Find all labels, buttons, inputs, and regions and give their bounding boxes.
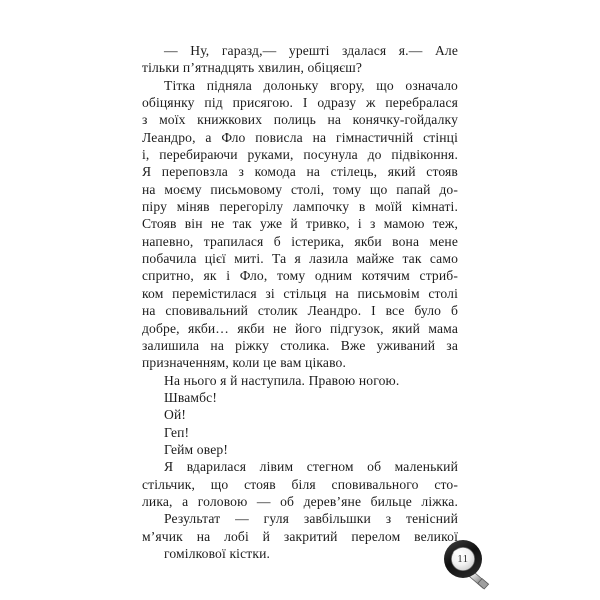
magnifier-icon (434, 536, 504, 592)
text-line: добре, якби… якби не його підгузок, який мама (142, 320, 458, 336)
paragraph (142, 424, 458, 441)
paragraph (142, 389, 458, 406)
magnifier-highlight (453, 550, 461, 555)
text-line: стільчик, що стояв біля сповивального сто- (142, 476, 458, 492)
page-number-ornament (434, 536, 504, 592)
text-line: На нього я й наступила. Правою ногою. (164, 372, 400, 388)
paragraph (142, 458, 458, 510)
text-line: на моєму письмовому столі, тому що папай до- (142, 181, 458, 197)
paragraph (142, 77, 458, 372)
text-line: на сповивальний столик Леандро. І все було б (142, 303, 458, 319)
text-line: з моїх книжкових полиць на конячку-гойдалку (142, 112, 458, 128)
text-line: лика, а головою — об дерев’яне бильце ліжка. (142, 493, 458, 509)
text-line: призначенням, коли це вам цікаво. (142, 355, 347, 371)
text-line: обіцянку під присягою. І одразу ж перебралася (142, 95, 458, 111)
text-line: піру міняв перегорілу лампочку в моїй кімнаті. (142, 199, 458, 215)
text-line: Я вдарилася лівим стегном об маленький (164, 459, 458, 475)
text-line: гомілкової кістки. (164, 545, 271, 561)
text-line: Швамбс! (164, 389, 218, 405)
paragraph (142, 406, 458, 423)
text-line: Стояв він не так уже й тривко, і з мамою теж, (142, 216, 458, 232)
text-line: і, перебираючи руками, посунула до підвіконня. (142, 147, 458, 163)
text-line: Гейм овер! (164, 441, 228, 457)
text-line: тільки п’ятнадцять хвилин, обіцяєш? (142, 60, 362, 76)
text-line: напевно, трапилася б істерика, якби вона мене (142, 233, 458, 249)
text-line: побачила цієї миті. Та я лазила майже так само (142, 251, 458, 267)
text-line: Ой! (164, 407, 187, 423)
text-line: Я переповзла з комода на стілець, який стояв (142, 164, 458, 180)
paragraph (142, 372, 458, 389)
page-text-column (142, 42, 458, 562)
text-line: залишила на ріжку столика. Вже уживаний за (142, 337, 458, 353)
paragraph (142, 510, 458, 562)
page-number: 11 (457, 553, 469, 565)
text-line: — Ну, гаразд,— урешті здалася я.— Але (164, 43, 458, 58)
text-line: Результат — гуля завбільшки з тенісний (164, 511, 458, 527)
paragraph (142, 441, 458, 458)
text-line: ком перемістилася зі стільця на письмовім столі (142, 285, 458, 301)
text-line: Геп! (164, 424, 190, 440)
text-line: Леандро, а Фло повисла на гімнастичній стінці (142, 129, 458, 145)
paragraph (142, 42, 458, 77)
text-line: м’ячик на лобі й закритий перелом великої (142, 528, 458, 544)
text-line: спритно, як і Фло, тому одним котячим стриб- (142, 268, 458, 284)
text-line: Тітка підняла долоньку вгору, що означало (164, 77, 458, 93)
